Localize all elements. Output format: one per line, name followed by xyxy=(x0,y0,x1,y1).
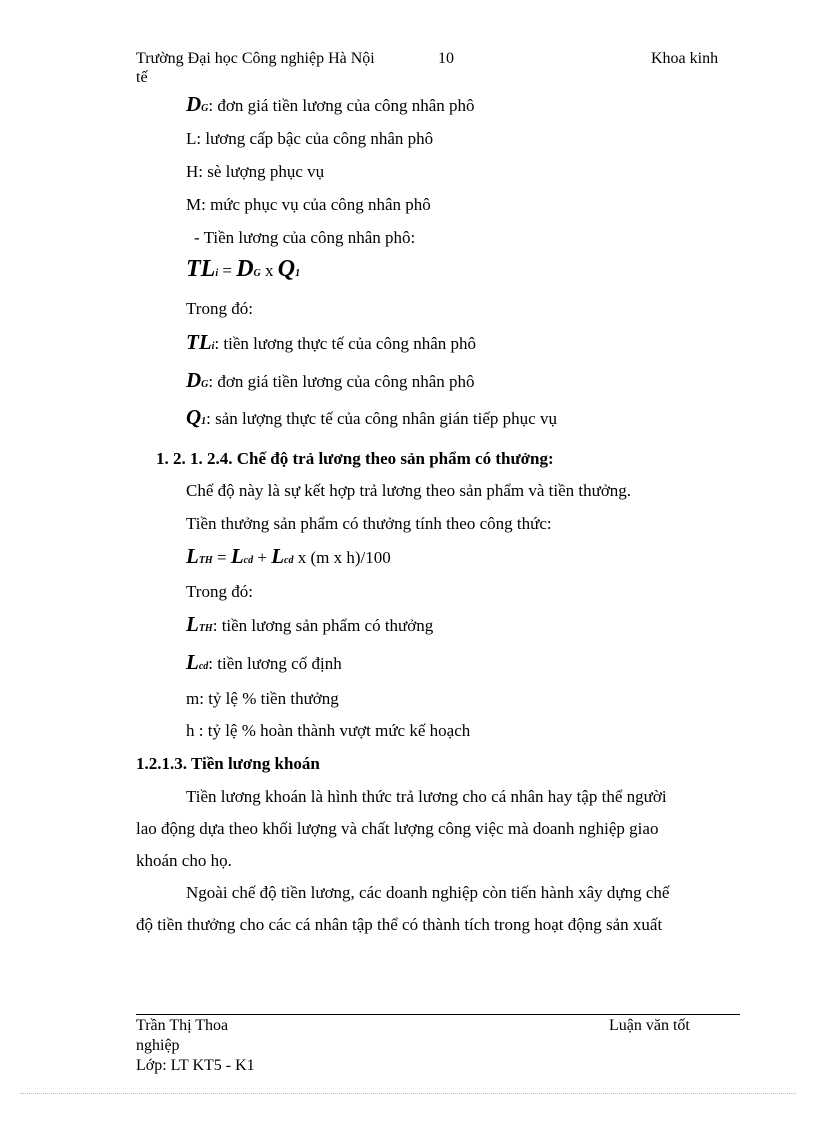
footer-rule xyxy=(136,1014,740,1015)
equals-sign: = xyxy=(216,548,227,567)
para-thuong-line-2: độ tiền thưởng cho các cá nhân tập thể có thành tích trong hoạt động sản xuất xyxy=(136,915,663,934)
symbol-d-subscript: G xyxy=(201,379,209,390)
def-m-percent: m: tỷ lệ % tiền thưởng xyxy=(186,689,339,708)
symbol-lth: L xyxy=(186,612,199,636)
footer-thesis-cont: nghiệp xyxy=(136,1037,180,1054)
def-tl xyxy=(186,330,476,355)
page-boundary xyxy=(20,1093,796,1094)
symbol-lth-subscript: TH xyxy=(198,623,213,634)
page-number: 10 xyxy=(438,50,454,67)
symbol-lcd: L xyxy=(230,544,244,568)
header-faculty: Khoa kinh xyxy=(651,50,719,67)
formula-lth xyxy=(186,544,391,569)
symbol-lcd-subscript: cd xyxy=(243,555,254,566)
para-bonus-1: Chế độ này là sự kết hợp trả lương theo sản phẩm và tiền thưởng. xyxy=(186,481,632,500)
symbol-tl-subscript: i xyxy=(215,268,219,279)
symbol-lcd-subscript: cd xyxy=(284,555,294,566)
para-bonus-2: Tiền thưởng sản phẩm có thưởng tính theo công thức: xyxy=(186,514,552,533)
header-faculty-cont: tế xyxy=(136,69,148,86)
symbol-d-subscript: G xyxy=(253,268,261,279)
def-m: M: mức phục vụ của công nhân phô xyxy=(186,195,431,214)
def-l: L: lương cấp bậc của công nhân phô xyxy=(186,129,434,148)
def-tl-text: : tiền lương thực tế của công nhân phô xyxy=(214,334,477,353)
times-sign: x xyxy=(265,261,274,280)
symbol-lcd-subscript: cd xyxy=(198,661,209,672)
formula-rest: x (m x h)/100 xyxy=(297,548,391,567)
para-khoan-line-3: khoán cho họ. xyxy=(136,851,232,870)
def-dg-1-text: : đơn giá tiền lương của công nhân phô xyxy=(208,96,475,115)
symbol-tl-subscript: i xyxy=(211,341,215,352)
formula-tl xyxy=(186,256,300,283)
def-lcd xyxy=(186,650,342,675)
footer-thesis: Luận văn tốt xyxy=(609,1017,690,1034)
symbol-q-subscript: 1 xyxy=(295,268,301,279)
symbol-lcd: L xyxy=(271,544,285,568)
def-lth-text: : tiền lương sản phẩm có thưởng xyxy=(212,616,434,635)
def-dg-2 xyxy=(186,368,475,393)
section-heading-1-2-1-3: 1.2.1.3. Tiền lương khoán xyxy=(136,754,320,773)
symbol-d: D xyxy=(186,92,202,116)
plus-sign: + xyxy=(257,548,267,567)
symbol-tl: TL xyxy=(186,330,212,354)
section-heading-1-2-1-2-4: 1. 2. 1. 2.4. Chế độ trả lương theo sản phẩm có thưởng: xyxy=(156,449,554,468)
symbol-lth: L xyxy=(186,544,199,568)
symbol-q-subscript: 1 xyxy=(201,416,207,427)
trong-do-1: Trong đó: xyxy=(186,299,253,318)
def-lcd-text: : tiền lương cố định xyxy=(208,654,342,673)
footer-author: Trần Thị Thoa xyxy=(136,1017,229,1034)
def-dg-2-text: : đơn giá tiền lương của công nhân phô xyxy=(208,372,475,391)
def-h-percent: h : tỷ lệ % hoàn thành vượt mức kế hoạch xyxy=(186,721,471,740)
def-q xyxy=(186,405,557,430)
symbol-lth-subscript: TH xyxy=(198,555,213,566)
trong-do-2: Trong đó: xyxy=(186,582,253,601)
symbol-lcd: L xyxy=(186,650,199,674)
para-khoan-line-1: Tiền lương khoán là hình thức trả lương cho cá nhân hay tập thể người xyxy=(186,787,667,806)
wage-title: - Tiền lương của công nhân phô: xyxy=(194,228,416,247)
symbol-q: Q xyxy=(186,405,202,429)
symbol-d: D xyxy=(186,368,202,392)
def-h: H: sè lượng phục vụ xyxy=(186,162,325,181)
para-thuong-line-1: Ngoài chế độ tiền lương, các doanh nghiệp còn tiến hành xây dựng chế xyxy=(186,883,670,902)
header-school: Trường Đại học Công nghiệp Hà Nội xyxy=(136,50,375,67)
symbol-tl: TL xyxy=(186,256,216,282)
symbol-q: Q xyxy=(277,256,296,282)
equals-sign: = xyxy=(222,261,232,280)
def-dg-1 xyxy=(186,92,475,117)
para-khoan-line-2: lao động dựa theo khối lượng và chất lượng công việc mà doanh nghiệp giao xyxy=(136,819,659,838)
def-q-text: : sản lượng thực tế của công nhân gián tiếp phục vụ xyxy=(206,409,557,428)
footer-class: Lớp: LT KT5 - K1 xyxy=(136,1057,255,1074)
symbol-d: D xyxy=(236,256,254,282)
symbol-d-subscript: G xyxy=(201,103,209,114)
def-lth xyxy=(186,612,433,637)
